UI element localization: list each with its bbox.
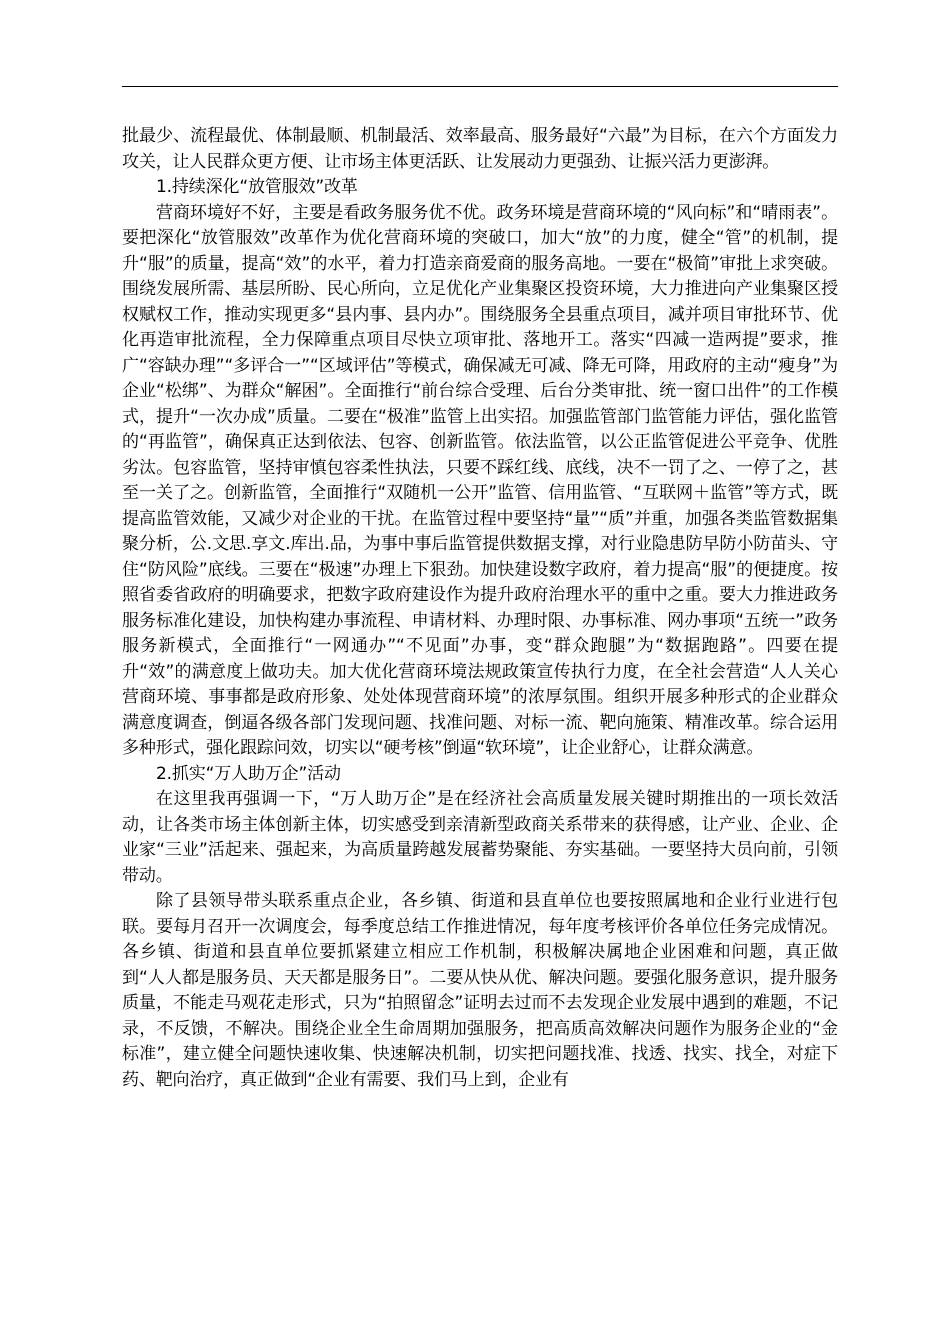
paragraph-intro-continuation: 批最少、流程最优、体制最顺、机制最活、效率最高、服务最好“六最”为目标，在六个方面发力攻关，让人民群众更方便、让市场主体更活跃、让发展动力更强劲、让振兴活力更澎湃。	[122, 126, 838, 172]
header-rule	[122, 86, 838, 87]
section-heading-2: 2.抓实“万人助万企”活动	[156, 763, 341, 784]
document-body	[122, 124, 838, 1093]
paragraph-campaign-intro: 在这里我再强调一下，“万人助万企”是在经济社会高质量发展关键时期推出的一项长效活动，让各类市场主体创新主体，切实感受到亲清新型政商关系带来的获得感，让产业、企业、企业家“三业”活起来、强起来，为高质量跨越发展蓄势聚能、夯实基础。一要坚持大员向前，引领带动。	[122, 789, 838, 886]
paragraph-campaign-detail: 除了县领导带头联系重点企业，各乡镇、街道和县直单位也要按照属地和企业行业进行包联。要每月召开一次调度会，每季度总结工作推进情况，每年度考核评价各单位任务完成情况。各乡镇、街道和县直单位要抓紧建立相应工作机制，积极解决属地企业困难和问题，真正做到“人人都是服务员、天天都是服务日”。二要从快从优、解决问题。要强化服务意识，提升服务质量，不能走马观花走形式，只为“拍照留念”证明去过而不去发现企业发展中遇到的难题，不记录，不反馈，不解决。围绕企业全生命周期加强服务，把高质高效解决问题作为服务企业的“金标准”，建立健全问题快速收集、快速解决机制，切实把问题找准、找透、找实、找全，对症下药、靶向治疗，真正做到“企业有需要、我们马上到，企业有	[122, 891, 838, 1090]
paragraph-business-environment: 营商环境好不好，主要是看政务服务优不优。政务环境是营商环境的“风向标”和“晴雨表”。要把深化“放管服效”改革作为优化营商环境的突破口，加大“放”的力度，健全“管”的机制，提升“服”的质量，提高“效”的水平，着力打造亲商爱商的服务高地。一要在“极简”审批上求突破。围绕发展所需、基层所盼、民心所向，立足优化产业集聚区投资环境，大力推进向产业集聚区授权赋权工作，推动实现更多“县内事、县内办”。围绕服务全县重点项目，减并项目审批环节、优化再造审批流程，全力保障重点项目尽快立项审批、落地开工。落实“四减一造两提”要求，推广“容缺办理”“多评合一”“区域评估”等模式，确保减无可减、降无可降，用政府的主动“瘦身”为企业“松绑”、为群众“解困”。全面推行“前台综合受理、后台分类审批、统一窗口出件”的工作模式，提升“一次办成”质量。二要在“极准”监管上出实招。加强监管部门监管能力评估，强化监管的“再监管”，确保真正达到依法、包容、创新监管。依法监管，以公正监管促进公平竞争、优胜劣汰。包容监管，坚持审慎包容柔性执法，只要不踩红线、底线，决不一罚了之、一停了之，甚至一关了之。创新监管，全面推行“双随机一公开”监管、信用监管、“互联网＋监管”等方式，既提高监管效能，又减少对企业的干扰。在监管过程中要坚持“量”“质”并重，加强各类监管数据集聚分析，公.文思.享文.库出.品，为事中事后监管提供数据支撑，对行业隐患防早防小防苗头、守住“防风险”底线。三要在“极速”办理上下狠劲。加快建设数字政府，着力提高“服”的便捷度。按照省委省政府的明确要求，把数字政府建设作为提升政府治理水平的重中之重。要大力推进政务服务标准化建设，加快构建办事流程、申请材料、办理时限、办事标准、网办事项“五统一”政务服务新模式，全面推行“一网通办”“不见面”办事，变“群众跑腿”为“数据跑路”。四要在提升“效”的满意度上做功夫。加大优化营商环境法规政策宣传执行力度，在全社会营造“人人关心营商环境、事事都是政府形象、处处体现营商环境”的浓厚氛围。组织开展多种形式的企业群众满意度调查，倒逼各级各部门发现问题、找准问题、对标一流、靶向施策、精准改革。综合运用多种形式，强化跟踪问效，切实以“硬考核”倒逼“软环境”，让企业舒心，让群众满意。	[122, 202, 838, 758]
section-heading-1: 1.持续深化“放管服效”改革	[156, 177, 358, 197]
